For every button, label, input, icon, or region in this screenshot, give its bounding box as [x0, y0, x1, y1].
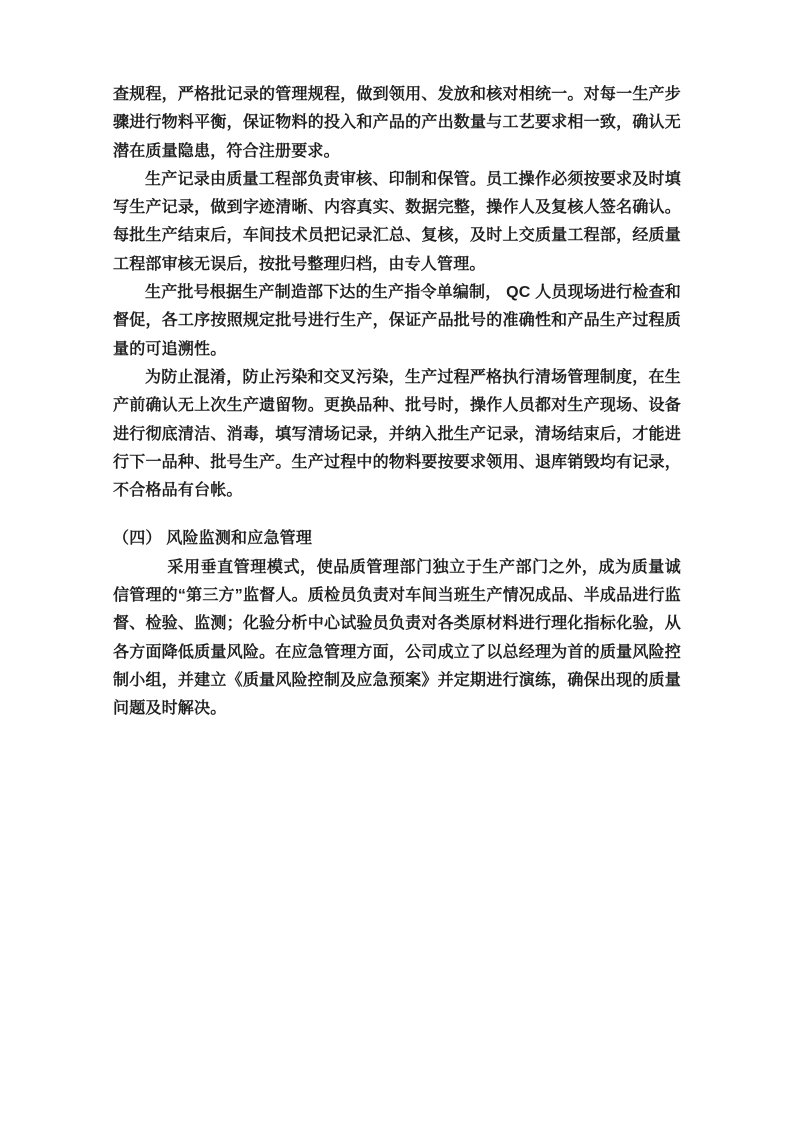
- paragraph-production-records: 生产记录由质量工程部负责审核、印制和保管。员工操作必须按要求及时填写生产记录，做到字迹清晰、内容真实、数据完整，操作人及复核人签名确认。每批生产结束后，车间技术员把记录汇总、复核，及时上交质量工程部，经质量工程部审核无误后，按批号整理归档，由专人管理。: [113, 170, 681, 273]
- paragraph-batch-numbers: 生产批号根据生产制造部下达的生产指令单编制， QC 人员现场进行检查和督促，各工序按照规定批号进行生产，保证产品批号的准确性和产品生产过程质量的可追溯性。: [113, 284, 681, 358]
- paragraph-line-clearance: 为防止混淆，防止污染和交叉污染，生产过程严格执行清场管理制度，在生产前确认无上次生产遗留物。更换品种、批号时，操作人员都对生产现场、设备进行彻底清洁、消毒，填写清场记录，并纳入批生产记录，清场结束后，才能进行下一品种、批号生产。生产过程中的物料要按要求领用、退库销毁均有记录，不合格品有台帐。: [113, 368, 681, 500]
- section-heading-risk-monitoring: （四） 风险监测和应急管理: [113, 530, 313, 548]
- paragraph-risk-management: 采用垂直管理模式，使品质管理部门独立于生产部门之外，成为质量诚信管理的“第三方”监督人。质检员负责对车间当班生产情况成品、半成品进行监督、检验、监测；化验分析中心试验员负责对各类原材料进行理化指标化验，从各方面降低质量风险。在应急管理方面，公司成立了以总经理为首的质量风险控制小组，并建立《质量风险控制及应急预案》并定期进行演练，确保出现的质量问题及时解决。: [113, 558, 681, 718]
- document-body: [113, 81, 681, 724]
- paragraph-continuation: 查规程，严格批记录的管理规程，做到领用、发放和核对相统一。对每一生产步骤进行物料平衡，保证物料的投入和产品的产出数量与工艺要求相一致，确认无潜在质量隐患，符合注册要求。: [113, 86, 681, 160]
